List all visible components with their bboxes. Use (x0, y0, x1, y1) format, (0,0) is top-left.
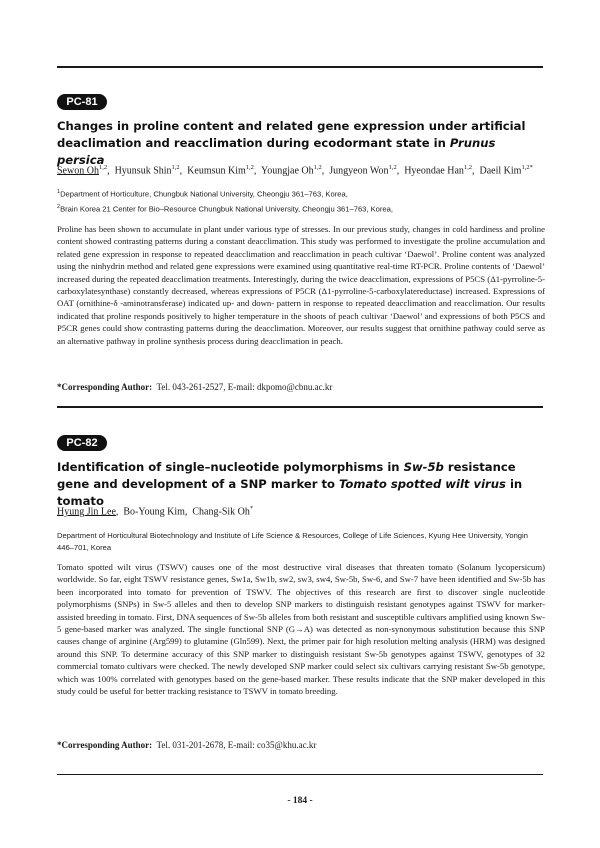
affiliation-1-text: Department of Horticulture, Chungbuk National University, Cheongju 361–763, Korea, (60, 189, 348, 199)
author-1-sup: 1,2 (98, 164, 108, 171)
author-7-name: Daeil Kim (479, 165, 522, 177)
affiliation-1-sup: 1 (57, 189, 61, 195)
section-divider (57, 406, 543, 408)
top-rule (57, 66, 543, 68)
title-pc82-gene: Sw-5b (403, 460, 444, 474)
abstract-body-pc81: Proline has been shown to accumulate in plant under various type of stresses. In our previous study, changes in cold hardiness and proline content showed contrasting patterns during a constant deacclimation. This study was performed to investigate the proline accumulation and related gene expression in response to repeated deacclimation and reacclimation in peach cultivar ‘Daewol’. Proline content was analyzed using the ninhydrin method and related gene expressions were examined using quantitative real-time RT-PCR. Proline contents of ‘Daewol’ increased during the repeated deacclimation treatments. Interestingly, during the twice deacclimation, expressions of P5CS (Δ1-pyrroline-5-carboxylatesynthase) constantly decreased, whereas expressions of P5CR (Δ1-pyrroline-5-carboxylatereductase) increased. Expressions of OAT (ornithine-δ -aminotransferase) indicated up- and down- pattern in response to repeated deacclimation and reacclimation. Our results indicated that proline responds positively to higher temperature in the shoots of peach cultivar ‘Daewol’ and expressions of both P5CS and P5CR genes could show contrasting patterns during the deacclimation. Moreover, our results suggest that ornithine pathway could serve as an alternative pathway in proline synthesis process during deacclimation in peach. (57, 224, 545, 346)
title-pc82-part-a: Identification of single–nucleotide polymorphisms in (57, 460, 404, 474)
abstract-badge-pc82: PC-82 (57, 435, 107, 451)
author-7-sup: 1,2* (521, 164, 533, 171)
author-2-name: Hyunsuk Shin (114, 165, 172, 177)
author-6-sup: 1,2 (463, 164, 473, 171)
author-5-sup: 1,2 (388, 164, 397, 171)
page-number: - 184 - (287, 796, 313, 806)
author-6-name: Hyeondae Han (404, 165, 464, 177)
affiliation-2-sup: 2 (57, 203, 61, 210)
affiliation-2-text: Brain Korea 21 Center for Bio–Resource Chungbuk National University, Cheongju 361–763, Korea, (60, 204, 393, 214)
affiliation-1 (57, 186, 545, 201)
corresponding-author-pc81 (57, 381, 545, 393)
title-pc82-part-c: resistance gene and development of a SNP marker to (57, 460, 516, 491)
corresponding-contact-pc82: Tel. 031-201-2678, E-mail: co35@khu.ac.kr (156, 740, 317, 750)
title-pc81-main: Changes in proline content and related gene expression under artificial deaclimation and reacclimation during ecodormant state in (57, 119, 526, 150)
author-2-sup: 1,2 (171, 164, 180, 171)
author-3-sup: * (249, 505, 254, 512)
authors-pc81: Sewon Oh$^{1,2}$, Hyunsuk Shin$^{1,2}$, Keumsun Kim$^{1,2}$, Youngjae Oh$^{1,2}$, Jungyeon Won$^{1,2}$, Hyeondae Han$^{1,2}$, Daeil Kim$^{1,2*}$ (57, 164, 533, 177)
author-3-name: Chang-Sik Oh (192, 506, 250, 518)
author-5-name: Jungyeon Won (329, 165, 389, 177)
author-2-name: Bo-Young Kim (123, 506, 185, 518)
title-pc81-species: Prunus persica (57, 136, 496, 167)
author-3-sup: 1,2 (245, 164, 254, 171)
affiliations-pc81 (57, 186, 545, 215)
authors-pc82: Hyung Jin Lee, Bo-Young Kim, Chang-Sik Oh* (57, 505, 254, 518)
affiliation-2 (57, 201, 545, 216)
corresponding-contact-pc81: Tel. 043-261-2527, E-mail: dkpomo@cbnu.ac.kr (156, 382, 333, 392)
author-3-name: Keumsun Kim (187, 165, 246, 177)
abstract-badge-pc81: PC-81 (57, 94, 107, 110)
abstract-body-pc82: Tomato spotted wilt virus (TSWV) causes one of the most destructive viral diseases that threaten tomato (Solanum lycopersicum) worldwide. So far, eight TSWV resistance genes, Sw1a, Sw1b, sw2, sw3, sw4, Sw-5b, Sw-6, and Sw-7 have been identified and Sw-5b has been incorporated into tomato for prevention of TSWV. The objectives of this research are first to discover single nucleotide polymorphisms (SNPs) in Sw-5 alleles and then to develop SNP markers to distinguish resistant genotypes against TSWV for marker-assisted breeding in tomato. First, DNA sequences of Sw-5b alleles from both resistant and susceptible cultivars amplified using known Sw-5 gene-based marker was analyzed. The single functional SNP (G→A) was detected as non-synonymous substitution because this SNP causes change of arginine (Arg599) to glutamine (Gln599). Next, the primer pair for high resolution melting analysis (HRM) was designed around this SNP. To determine accuracy of this SNP marker to distinguish resistant Sw-5b genotypes against TSWV, genotypes of 32 commercial tomato cultivars were checked. The newly developed SNP marker could select six cultivars carrying resistant Sw-5b genotype, which was 100% correlated with genotypes based on the gene-based marker. These results indicate that the SNP maker developed in this study could be useful for better tracking resistance to TSWV in tomato breeding. (57, 562, 545, 697)
author-4-sup: 1,2 (313, 164, 322, 171)
author-1-name: Hyung Jin Lee (57, 506, 116, 518)
corresponding-label-pc81: *Corresponding Author: (57, 382, 153, 392)
title-pc82-virus: Tomato spotted wilt virus (339, 477, 506, 491)
corresponding-label-pc82: *Corresponding Author: (57, 740, 153, 750)
author-1-name: Sewon Oh (57, 165, 99, 177)
title-pc82-part-e: in tomato (57, 477, 523, 508)
bottom-rule (57, 774, 543, 775)
affiliation-pc82: Department of Horticultural Biotechnology and Institute of Life Science & Resources, College of Life Sciences, Kyung Hee University, Yongin 446–701, Korea (57, 531, 528, 552)
author-4-name: Youngjae Oh (261, 165, 314, 177)
corresponding-author-pc82 (57, 739, 545, 751)
